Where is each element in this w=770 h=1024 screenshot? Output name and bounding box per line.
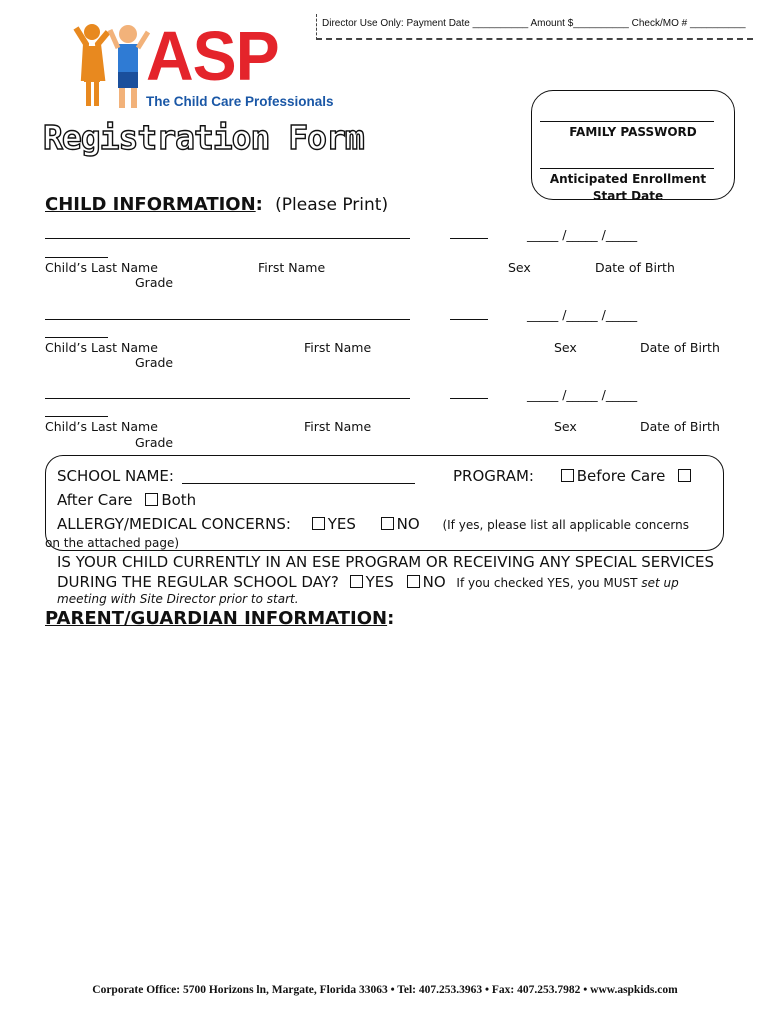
director-use-text: Director Use Only: Payment Date __________ Amount $__________ Check/MO # __________ bbox=[322, 18, 746, 29]
child2-sex-label: Sex bbox=[554, 340, 577, 355]
allergy-note: (If yes, please list all applicable concerns bbox=[442, 518, 689, 532]
ese-note-continued: meeting with Site Director prior to start. bbox=[57, 592, 299, 606]
parent-info-heading bbox=[45, 608, 394, 629]
family-password-box bbox=[531, 90, 735, 203]
child2-grade-label: Grade bbox=[135, 355, 174, 370]
child1-grade-line[interactable] bbox=[45, 257, 108, 258]
ese-no-checkbox[interactable] bbox=[407, 575, 420, 588]
please-print-note: (Please Print) bbox=[275, 195, 389, 215]
child3-dob-blank[interactable]: _____ /_____ /_____ bbox=[527, 387, 638, 402]
child3-grade-line[interactable] bbox=[45, 416, 108, 417]
child2-sex-line[interactable] bbox=[450, 319, 488, 320]
before-care-label: Before Care bbox=[576, 467, 666, 485]
ese-yes-checkbox[interactable] bbox=[350, 575, 363, 588]
family-password-label: FAMILY PASSWORD bbox=[569, 125, 697, 139]
after-care-checkbox[interactable] bbox=[678, 469, 691, 482]
child1-sex-label: Sex bbox=[508, 260, 531, 275]
logo-wordmark: ASP bbox=[146, 17, 279, 95]
child1-first-name-label: First Name bbox=[258, 260, 326, 275]
child2-grade-line[interactable] bbox=[45, 337, 108, 338]
allergy-no-label: NO bbox=[396, 515, 420, 533]
footer-contact: Corporate Office: 5700 Horizons ln, Margate, Florida 33063 • Tel: 407.253.3963 • Fax: 407.253.7982 • www.aspkids.com bbox=[92, 984, 678, 996]
child2-first-name-label: First Name bbox=[304, 340, 372, 355]
after-care-row bbox=[57, 491, 196, 509]
child-info-title: CHILD INFORMATION bbox=[45, 194, 256, 215]
school-name-line[interactable] bbox=[182, 483, 415, 484]
allergy-yes-label: YES bbox=[327, 515, 356, 533]
password-line[interactable] bbox=[540, 121, 714, 122]
ese-yes-label: YES bbox=[365, 573, 394, 591]
allergy-row bbox=[57, 515, 689, 533]
ese-question-row bbox=[57, 573, 679, 591]
ese-note bbox=[456, 576, 678, 590]
logo-tagline: The Child Care Professionals bbox=[146, 94, 334, 109]
before-care-checkbox[interactable] bbox=[561, 469, 574, 482]
child3-sex-line[interactable] bbox=[450, 398, 488, 399]
child3-first-name-label: First Name bbox=[304, 419, 372, 434]
child1-last-name-label: Child’s Last Name bbox=[45, 260, 158, 275]
child-info-heading bbox=[45, 194, 388, 215]
ese-note-text: If you checked YES, you MUST bbox=[456, 576, 638, 590]
allergy-yes-checkbox[interactable] bbox=[312, 517, 325, 530]
logo-children-icon bbox=[72, 18, 152, 116]
child2-last-name-label: Child’s Last Name bbox=[45, 340, 158, 355]
parent-info-colon: : bbox=[387, 608, 395, 629]
enrollment-date-label: Anticipated Enrollment Start Date bbox=[549, 172, 707, 203]
school-name-label: SCHOOL NAME: bbox=[57, 467, 174, 485]
child1-grade-label: Grade bbox=[135, 275, 174, 290]
enrollment-date-line[interactable] bbox=[540, 168, 714, 169]
allergy-note-continued: on the attached page) bbox=[45, 536, 180, 550]
both-label: Both bbox=[161, 491, 197, 509]
both-checkbox[interactable] bbox=[145, 493, 158, 506]
child1-name-line[interactable] bbox=[45, 238, 410, 239]
child3-name-line[interactable] bbox=[45, 398, 410, 399]
child3-grade-label: Grade bbox=[135, 435, 174, 450]
page-title: Registration Form bbox=[43, 118, 364, 157]
child2-dob-blank[interactable]: _____ /_____ /_____ bbox=[527, 307, 638, 322]
after-care-label: After Care bbox=[57, 491, 133, 509]
school-name-row bbox=[57, 467, 174, 485]
child2-name-line[interactable] bbox=[45, 319, 410, 320]
ese-note-cont-text: meeting with Site Director prior to start bbox=[57, 592, 295, 606]
child1-dob-blank[interactable]: _____ /_____ /_____ bbox=[527, 227, 638, 242]
child1-sex-line[interactable] bbox=[450, 238, 488, 239]
child1-dob-label: Date of Birth bbox=[595, 260, 675, 275]
child2-dob-label: Date of Birth bbox=[640, 340, 720, 355]
ese-question-line2: DURING THE REGULAR SCHOOL DAY? bbox=[57, 573, 339, 591]
child3-dob-label: Date of Birth bbox=[640, 419, 720, 434]
child-info-colon: : bbox=[255, 194, 263, 215]
parent-info-title: PARENT/GUARDIAN INFORMATION bbox=[45, 608, 388, 629]
program-row bbox=[453, 467, 694, 485]
allergy-label: ALLERGY/MEDICAL CONCERNS: bbox=[57, 515, 291, 533]
child3-last-name-label: Child’s Last Name bbox=[45, 419, 158, 434]
child3-sex-label: Sex bbox=[554, 419, 577, 434]
program-label: PROGRAM: bbox=[453, 467, 534, 485]
allergy-no-checkbox[interactable] bbox=[381, 517, 394, 530]
ese-note-emphasis: set up bbox=[641, 576, 679, 590]
ese-question-line1: IS YOUR CHILD CURRENTLY IN AN ESE PROGRAM OR RECEIVING ANY SPECIAL SERVICES bbox=[57, 553, 714, 571]
ese-no-label: NO bbox=[422, 573, 446, 591]
